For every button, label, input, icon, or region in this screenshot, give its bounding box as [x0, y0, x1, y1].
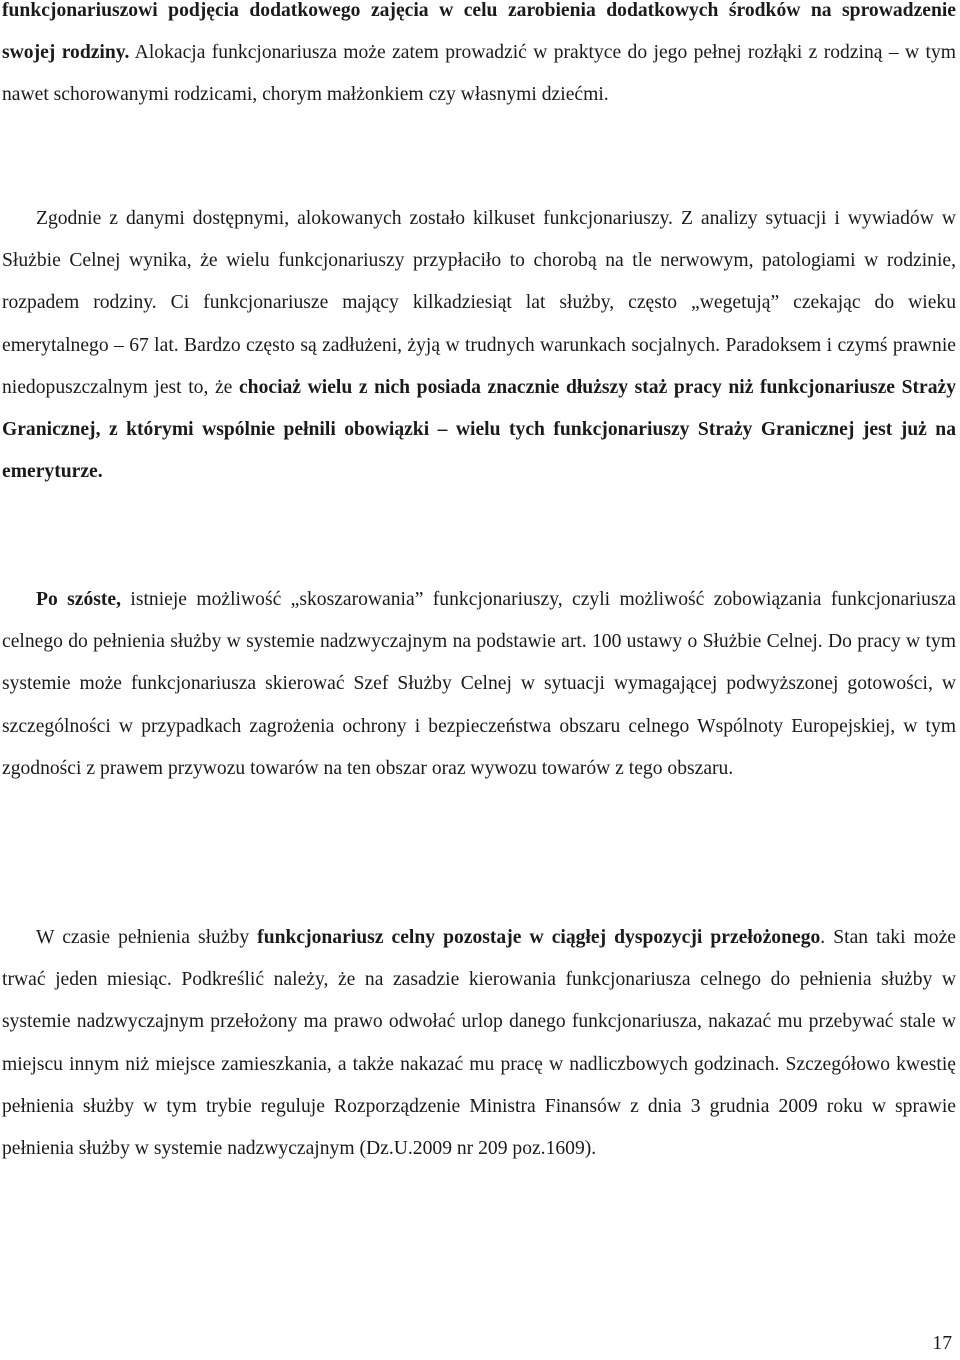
paragraph-3	[2, 579, 956, 790]
paragraph-3-bold-run: Po szóste,	[36, 589, 122, 610]
paragraph-4	[2, 917, 956, 1170]
paragraph-1-bold-run: funkcjonariuszowi podjęcia dodatkowego zajęcia w celu zarobienia dodatkowych środków na sprowadzenie swojej rodziny.	[2, 0, 956, 64]
paragraph-2-bold-run: chociaż wielu z nich posiada znacznie dłuższy staż pracy niż funkcjonariusze Straży Granicznej, z którymi wspólnie pełnili obowiązki – wielu tych funkcjonariuszy Straży Granicznej jest już na emeryturze.	[2, 376, 956, 483]
paragraph-4-bold-run: funkcjonariusz celny pozostaje w ciągłej dyspozycji przełożonego	[257, 927, 821, 948]
paragraph-1	[2, 0, 956, 117]
paragraph-4-run-2: . Stan taki może trwać jeden miesiąc. Podkreślić należy, że na zasadzie kierowania funkcjonariusza celnego do pełnienia służby w systemie nadzwyczajnym przełożony ma prawo odwołać urlop danego funkcjonariusza, nakazać mu przebywać stale w miejscu innym niż miejsce zamieszkania, a także nakazać mu pracę w nadliczbowych godzinach. Szczegółowo kwestię pełnienia służby w tym trybie reguluje Rozporządzenie Ministra Finansów z dnia 3 grudnia 2009 roku w sprawie pełnienia służby w systemie nadzwyczajnym (Dz.U.2009 nr 209 poz.1609).	[2, 927, 956, 1160]
paragraph-2	[2, 198, 956, 493]
paragraph-4-run-1: W czasie pełnienia służby	[36, 927, 258, 948]
paragraph-1-run: Alokacja funkcjonariusza może zatem prowadzić w praktyce do jego pełnej rozłąki z rodziną – w tym nawet schorowanymi rodzicami, chorym małżonkiem czy własnymi dziećmi.	[2, 42, 957, 106]
paragraph-2-run: Zgodnie z danymi dostępnymi, alokowanych zostało kilkuset funkcjonariuszy. Z analizy sytuacji i wywiadów w Służbie Celnej wynika, że wielu funkcjonariuszy przypłaciło to chorobą na tle nerwowym, patologiami w rodzinie, rozpadem rodziny. Ci funkcjonariusze mający kilkadziesiąt lat służby, często „wegetują” czekając do wieku emerytalnego – 67 lat. Bardzo często są zadłużeni, żyją w trudnych warunkach socjalnych. Paradoksem i czymś prawnie niedopuszczalnym jest to, że	[2, 208, 956, 398]
paragraph-3-run: istnieje możliwość „skoszarowania” funkcjonariuszy, czyli możliwość zobowiązania funkcjonariusza celnego do pełnienia służby w systemie nadzwyczajnym na podstawie art. 100 ustawy o Służbie Celnej. Do pracy w tym systemie może funkcjonariusza skierować Szef Służby Celnej w sytuacji wymagającej podwyższonej gotowości, w szczególności w przypadkach zagrożenia ochrony i bezpieczeństwa obszaru celnego Wspólnoty Europejskiej, w tym zgodności z prawem przywozu towarów na ten obszar oraz wywozu towarów z tego obszaru.	[2, 589, 956, 779]
page-number: 17	[932, 1333, 952, 1354]
